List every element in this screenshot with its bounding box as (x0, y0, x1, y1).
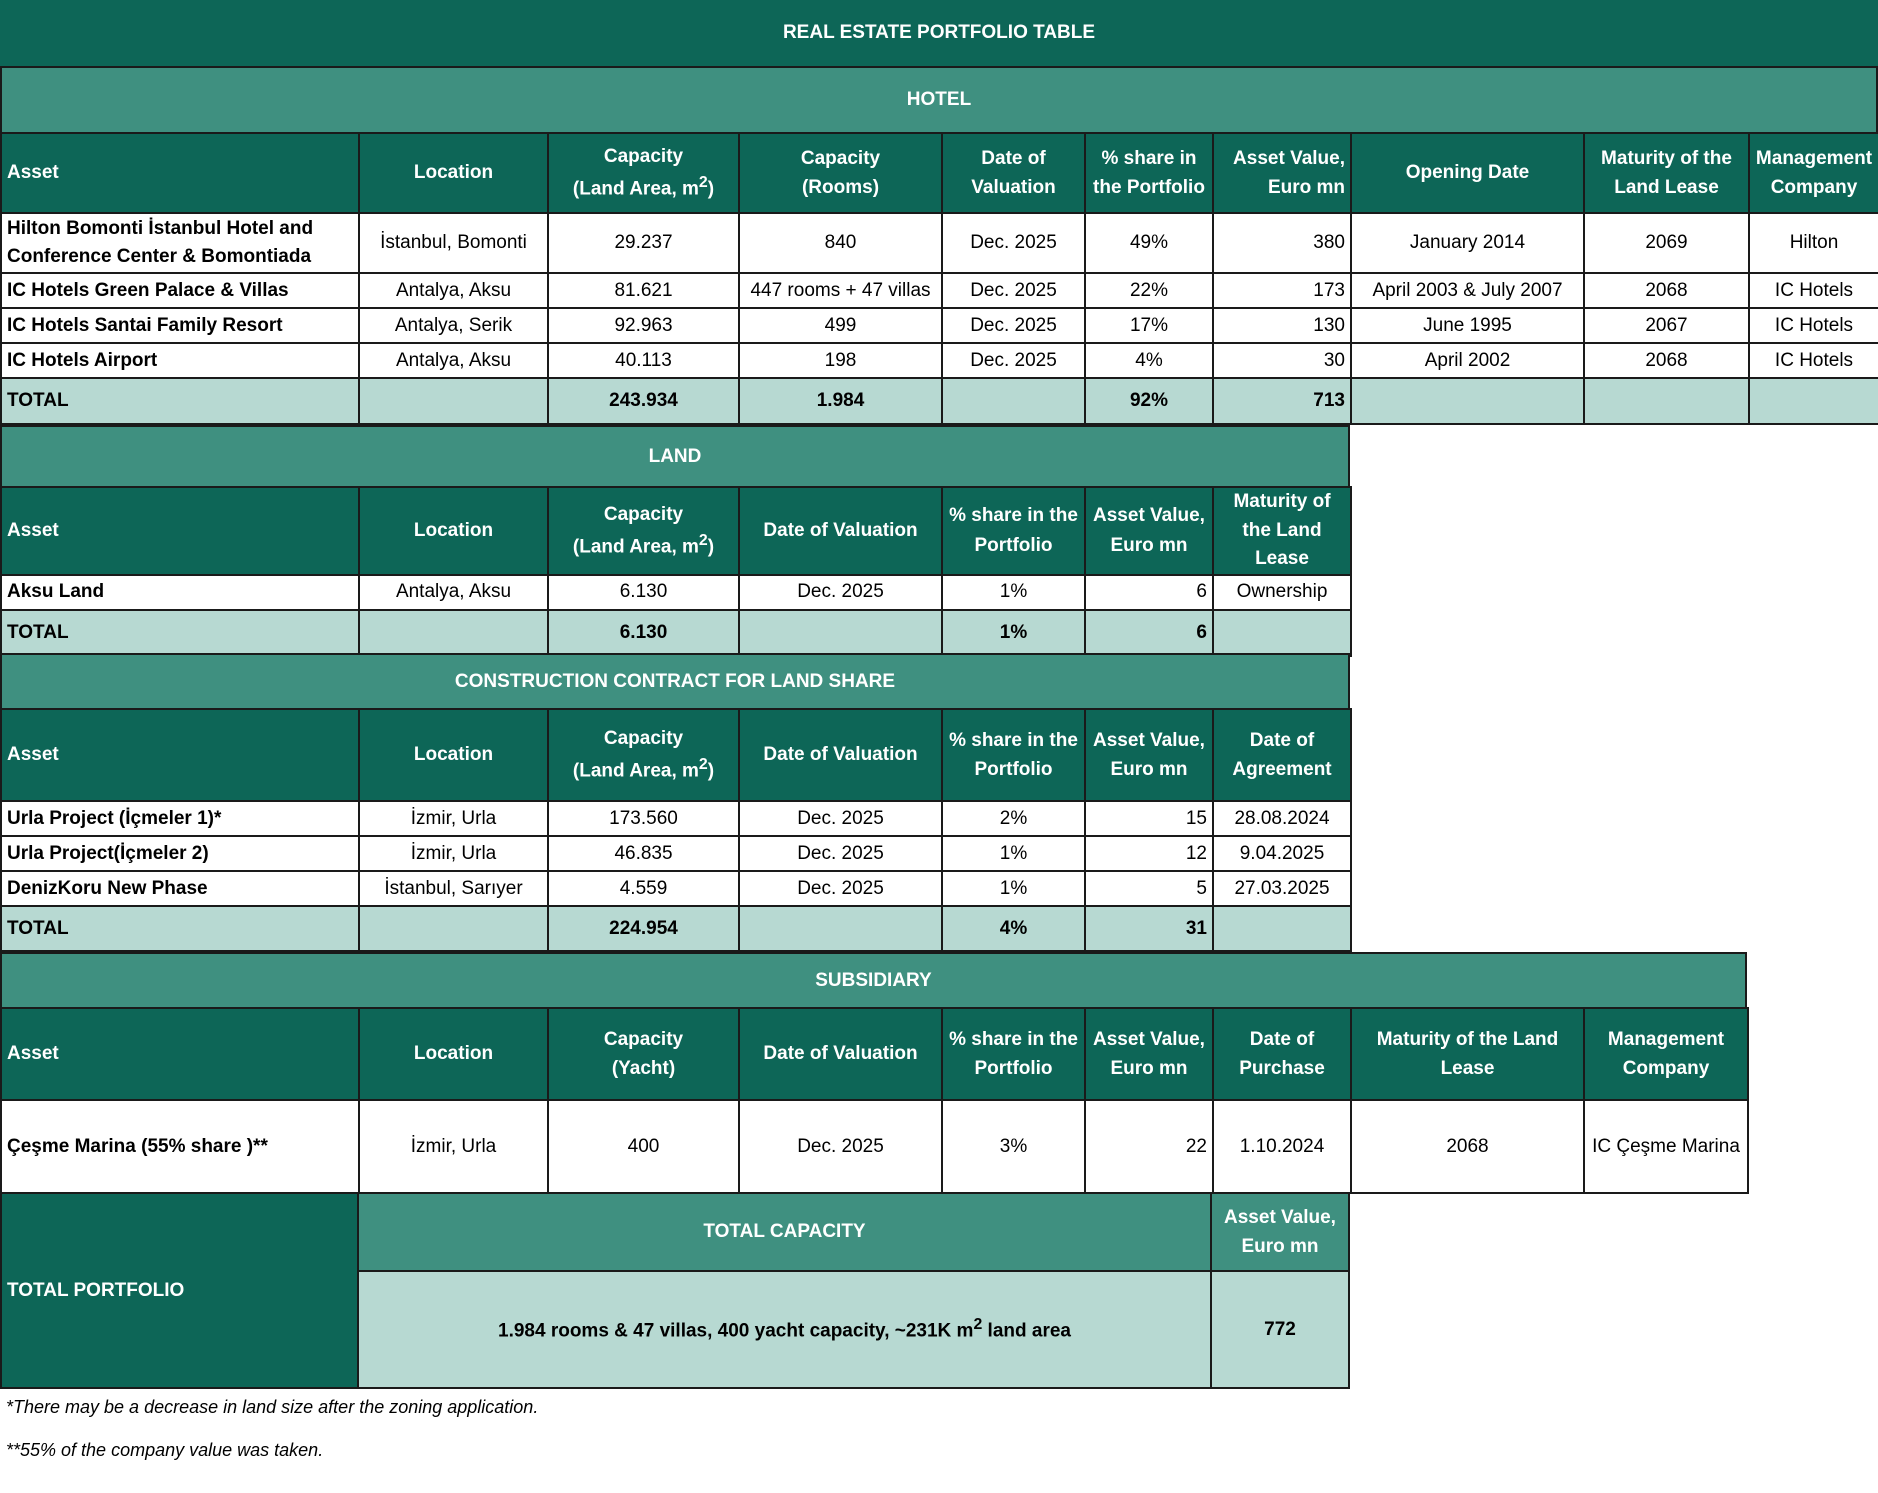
hotel-header-value: Asset Value, Euro mn (1213, 133, 1351, 213)
construction-agreement: 9.04.2025 (1213, 836, 1351, 871)
subsidiary-value: 22 (1085, 1100, 1213, 1193)
hotel-header-capacity-land: Capacity (Land Area, $m^2$) (548, 133, 739, 213)
hotel-header-asset: Asset (1, 133, 359, 213)
total-share: 1% (942, 610, 1085, 656)
construction-share: 1% (942, 871, 1085, 906)
construction-date: Dec. 2025 (739, 801, 942, 836)
hotel-header-share: % share in the Portfolio (1085, 133, 1213, 213)
total-maturity (1213, 610, 1351, 656)
table-row (1, 575, 1351, 610)
land-header-maturity: Maturity of the Land Lease (1213, 487, 1351, 575)
total-agreement (1213, 906, 1351, 951)
hotel-date: Dec. 2025 (942, 343, 1085, 378)
land-header-row (1, 487, 1351, 575)
total-label: TOTAL (1, 378, 359, 424)
page-title (0, 0, 1878, 66)
construction-section-header (0, 653, 1350, 708)
construction-header-date: Date of Valuation (739, 709, 942, 801)
hotel-header-location: Location (359, 133, 548, 213)
total-rooms: 1.984 (739, 378, 942, 424)
hotel-opening: April 2003 & July 2007 (1351, 273, 1584, 308)
construction-location: İstanbul, Sarıyer (359, 871, 548, 906)
construction-date: Dec. 2025 (739, 836, 942, 871)
construction-header-agreement: Date of Agreement (1213, 709, 1351, 801)
footnote-2: **55% of the company value was taken. (6, 1440, 324, 1460)
hotel-table (0, 132, 1878, 425)
hotel-header-date-valuation: Date of Valuation (942, 133, 1085, 213)
subsidiary-header-share: % share in the Portfolio (942, 1008, 1085, 1100)
subsidiary-header-asset: Asset (1, 1008, 359, 1100)
land-header-share: % share in the Portfolio (942, 487, 1085, 575)
total-management (1749, 378, 1878, 424)
hotel-maturity: 2067 (1584, 308, 1749, 343)
subsidiary-header-maturity: Maturity of the Land Lease (1351, 1008, 1584, 1100)
total-share: 92% (1085, 378, 1213, 424)
footnote-1: *There may be a decrease in land size after the zoning application. (6, 1397, 539, 1417)
total-maturity (1584, 378, 1749, 424)
total-portfolio-label: TOTAL PORTFOLIO (0, 1192, 359, 1389)
hotel-management: IC Hotels (1749, 273, 1878, 308)
total-value: 31 (1085, 906, 1213, 951)
hotel-header-management: Management Company (1749, 133, 1878, 213)
land-header-date: Date of Valuation (739, 487, 942, 575)
total-value-header: Asset Value, Euro mn (1210, 1192, 1350, 1272)
hotel-share: 49% (1085, 213, 1213, 273)
construction-capacity: 46.835 (548, 836, 739, 871)
construction-value: 5 (1085, 871, 1213, 906)
construction-section-title: CONSTRUCTION CONTRACT FOR LAND SHARE (454, 670, 896, 692)
hotel-share: 17% (1085, 308, 1213, 343)
land-share: 1% (942, 575, 1085, 610)
construction-header-location: Location (359, 709, 548, 801)
land-maturity: Ownership (1213, 575, 1351, 610)
total-capacity-header: TOTAL CAPACITY (357, 1192, 1212, 1272)
hotel-land: 81.621 (548, 273, 739, 308)
hotel-header-maturity: Maturity of the Land Lease (1584, 133, 1749, 213)
hotel-management: Hilton (1749, 213, 1878, 273)
construction-asset: Urla Project(İçmeler 2) (1, 836, 359, 871)
page-title-text: REAL ESTATE PORTFOLIO TABLE (782, 22, 1096, 43)
total-capacity-value: 1.984 rooms & 47 villas, 400 yacht capacity, ~231K $m^2$ land area (357, 1270, 1212, 1389)
hotel-management: IC Hotels (1749, 343, 1878, 378)
hotel-date: Dec. 2025 (942, 308, 1085, 343)
hotel-section-title: HOTEL (906, 89, 972, 110)
subsidiary-header-capacity: Capacity (Yacht) (548, 1008, 739, 1100)
total-capacity: 224.954 (548, 906, 739, 951)
hotel-header-row (1, 133, 1878, 213)
hotel-header-opening: Opening Date (1351, 133, 1584, 213)
hotel-asset: Hilton Bomonti İstanbul Hotel and Conference Center & Bomontiada (1, 213, 359, 273)
construction-value: 12 (1085, 836, 1213, 871)
hotel-location: Antalya, Aksu (359, 343, 548, 378)
hotel-opening: January 2014 (1351, 213, 1584, 273)
total-location (359, 610, 548, 656)
subsidiary-management: IC Çeşme Marina (1584, 1100, 1748, 1193)
total-share: 4% (942, 906, 1085, 951)
hotel-maturity: 2068 (1584, 343, 1749, 378)
table-row (1, 213, 1878, 273)
hotel-land: 92.963 (548, 308, 739, 343)
hotel-rooms: 447 rooms + 47 villas (739, 273, 942, 308)
hotel-share: 22% (1085, 273, 1213, 308)
hotel-maturity: 2068 (1584, 273, 1749, 308)
subsidiary-header-purchase: Date of Purchase (1213, 1008, 1351, 1100)
construction-capacity: 173.560 (548, 801, 739, 836)
subsidiary-date: Dec. 2025 (739, 1100, 942, 1193)
land-header-value: Asset Value, Euro mn (1085, 487, 1213, 575)
hotel-rooms: 499 (739, 308, 942, 343)
subsidiary-header-row (1, 1008, 1748, 1100)
construction-share: 2% (942, 801, 1085, 836)
construction-date: Dec. 2025 (739, 871, 942, 906)
subsidiary-purchase: 1.10.2024 (1213, 1100, 1351, 1193)
subsidiary-location: İzmir, Urla (359, 1100, 548, 1193)
subsidiary-header-value: Asset Value, Euro mn (1085, 1008, 1213, 1100)
hotel-date: Dec. 2025 (942, 273, 1085, 308)
total-date (739, 610, 942, 656)
total-label: TOTAL (1, 610, 359, 656)
land-header-asset: Asset (1, 487, 359, 575)
hotel-section-header (0, 66, 1878, 132)
hotel-land: 40.113 (548, 343, 739, 378)
hotel-asset: IC Hotels Green Palace & Villas (1, 273, 359, 308)
total-land: 243.934 (548, 378, 739, 424)
construction-location: İzmir, Urla (359, 801, 548, 836)
hotel-value: 173 (1213, 273, 1351, 308)
hotel-rooms: 198 (739, 343, 942, 378)
land-section-header (0, 425, 1350, 486)
hotel-management: IC Hotels (1749, 308, 1878, 343)
hotel-land: 29.237 (548, 213, 739, 273)
table-row (1, 836, 1351, 871)
land-date: Dec. 2025 (739, 575, 942, 610)
construction-capacity: 4.559 (548, 871, 739, 906)
subsidiary-maturity: 2068 (1351, 1100, 1584, 1193)
construction-value: 15 (1085, 801, 1213, 836)
subsidiary-asset: Çeşme Marina (55% share )** (1, 1100, 359, 1193)
land-asset: Aksu Land (1, 575, 359, 610)
total-date (942, 378, 1085, 424)
construction-header-asset: Asset (1, 709, 359, 801)
table-row (1, 871, 1351, 906)
construction-agreement: 28.08.2024 (1213, 801, 1351, 836)
hotel-value: 30 (1213, 343, 1351, 378)
hotel-maturity: 2069 (1584, 213, 1749, 273)
land-capacity: 6.130 (548, 575, 739, 610)
land-section-title: LAND (648, 445, 702, 467)
hotel-location: Antalya, Aksu (359, 273, 548, 308)
hotel-total-row (1, 378, 1878, 424)
total-portfolio-value: 772 (1210, 1270, 1350, 1389)
land-header-location: Location (359, 487, 548, 575)
construction-total-row (1, 906, 1351, 951)
subsidiary-section-title: SUBSIDIARY (815, 969, 932, 991)
land-total-row (1, 610, 1351, 656)
hotel-opening: June 1995 (1351, 308, 1584, 343)
construction-asset: Urla Project (İçmeler 1)* (1, 801, 359, 836)
land-location: Antalya, Aksu (359, 575, 548, 610)
hotel-date: Dec. 2025 (942, 213, 1085, 273)
land-header-capacity: Capacity (Land Area, $m^2$) (548, 487, 739, 575)
construction-header-value: Asset Value, Euro mn (1085, 709, 1213, 801)
subsidiary-header-management: Management Company (1584, 1008, 1748, 1100)
subsidiary-header-date: Date of Valuation (739, 1008, 942, 1100)
subsidiary-header-location: Location (359, 1008, 548, 1100)
subsidiary-section-header (0, 952, 1747, 1007)
land-value: 6 (1085, 575, 1213, 610)
construction-asset: DenizKoru New Phase (1, 871, 359, 906)
table-row (1, 1100, 1748, 1193)
construction-share: 1% (942, 836, 1085, 871)
table-row (1, 801, 1351, 836)
total-opening (1351, 378, 1584, 424)
total-location (359, 378, 548, 424)
hotel-location: İstanbul, Bomonti (359, 213, 548, 273)
total-value: 6 (1085, 610, 1213, 656)
construction-agreement: 27.03.2025 (1213, 871, 1351, 906)
total-location (359, 906, 548, 951)
construction-table (0, 708, 1352, 952)
hotel-value: 380 (1213, 213, 1351, 273)
subsidiary-share: 3% (942, 1100, 1085, 1193)
construction-header-row (1, 709, 1351, 801)
hotel-location: Antalya, Serik (359, 308, 548, 343)
table-row (1, 308, 1878, 343)
land-table (0, 486, 1352, 657)
hotel-rooms: 840 (739, 213, 942, 273)
total-date (739, 906, 942, 951)
hotel-header-capacity-rooms: Capacity (Rooms) (739, 133, 942, 213)
construction-location: İzmir, Urla (359, 836, 548, 871)
hotel-asset: IC Hotels Airport (1, 343, 359, 378)
table-row (1, 273, 1878, 308)
total-value: 713 (1213, 378, 1351, 424)
subsidiary-table (0, 1007, 1749, 1194)
hotel-value: 130 (1213, 308, 1351, 343)
construction-header-capacity: Capacity (Land Area, $m^2$) (548, 709, 739, 801)
table-row (1, 343, 1878, 378)
total-capacity: 6.130 (548, 610, 739, 656)
total-label: TOTAL (1, 906, 359, 951)
construction-header-share: % share in the Portfolio (942, 709, 1085, 801)
hotel-asset: IC Hotels Santai Family Resort (1, 308, 359, 343)
hotel-share: 4% (1085, 343, 1213, 378)
hotel-opening: April 2002 (1351, 343, 1584, 378)
subsidiary-capacity: 400 (548, 1100, 739, 1193)
